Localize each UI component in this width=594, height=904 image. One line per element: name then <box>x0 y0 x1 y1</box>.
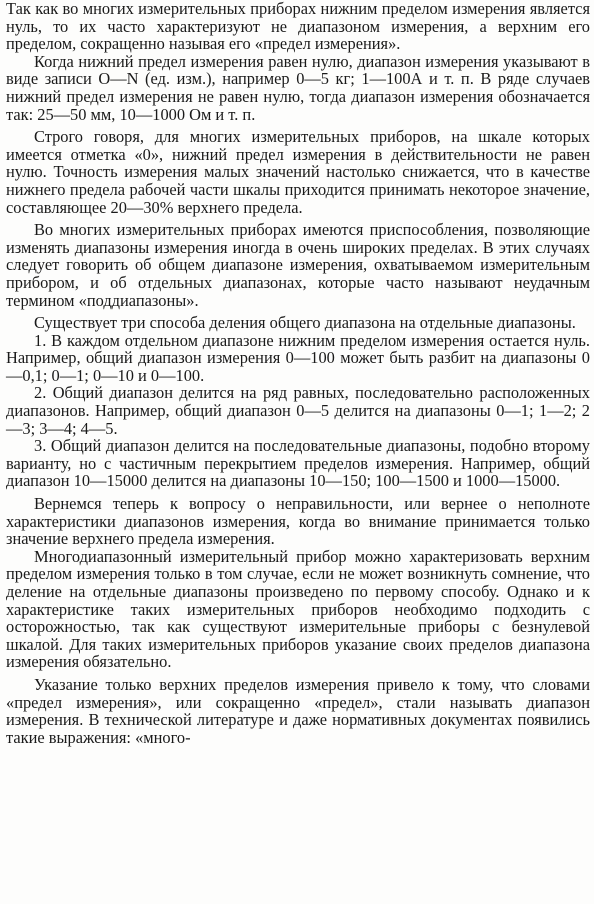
method-item: 1. В каждом отдельном диапазоне нижним пределом измерения остается нуль. Например, общий диапазон измерения 0—100 может быть разбит на диапазоны 0—0,1; 0—1; 0—10 и 0—100. <box>6 330 590 385</box>
paragraph: Многодиапазонный измерительный прибор можно характеризовать верхним пределом измерения только в том случае, если не может возникнуть сомнение, что деление на отдельные диапазоны произведено по первому способу. Однако и к характеристике таких измерительных приборов необходимо подходить с осторожностью, так как существуют измерительные приборы с безнулевой шкалой. Для таких измерительных приборов указание своих пределов диапазона измерения обязательно. <box>6 546 590 672</box>
method-item: 3. Общий диапазон делится на последовательные диапазоны, подобно второму варианту, но с частичным перекрытием пределов измерения. Например, общий диапазон 10—15000 делится на диапазоны 10—150; 100—1500 и 1000—15000. <box>6 436 590 491</box>
paragraph: Строго говоря, для многих измерительных приборов, на шкале которых имеется отметка «0», нижний предел измерения в действительности не равен нулю. Точность измерения малых значений настолько снижается, что в качестве нижнего предела рабочей части шкалы приходится принимать некоторое значение, составляющее 20—30% верхнего предела. <box>6 127 590 217</box>
paragraph: Существует три способа деления общего диапазона на отдельные диапазоны. <box>34 313 576 333</box>
paragraph: Во многих измерительных приборах имеются приспособления, позволяющие изменять диапазоны измерения иногда в очень широких пределах. В этих случаях следует говорить об общем диапазоне измерения, охватываемом измерительным прибором, и об отдельных диапазонах, которые часто называют неудачным термином «поддиапазоны». <box>6 220 590 310</box>
paragraph: Так как во многих измерительных приборах нижним пределом измерения является нуль, то их часто характеризуют не диапазоном измерения, а верхним его пределом, сокращенно называя его «предел измерения». <box>6 0 590 54</box>
paragraph: Вернемся теперь к вопросу о неправильности, или вернее о неполноте характеристики диапазонов измерения, когда во внимание принимается только значение верхнего предела измерения. <box>6 494 590 549</box>
method-item: 2. Общий диапазон делится на ряд равных, последовательно расположенных диапазонов. Например, общий диапазон 0—5 делится на диапазоны 0—1; 1—2; 2—3; 3—4; 4—5. <box>6 383 590 438</box>
paragraph: Когда нижний предел измерения равен нулю, диапазон измерения указывают в виде записи O—N (ед. изм.), например 0—5 кг; 1—100А и т. п. В ряде случаев нижний предел измерения не равен нулю, тогда диапазон измерения обозначается так: 25—50 мм, 10—1000 Ом и т. п. <box>6 51 590 124</box>
paragraph: Указание только верхних пределов измерения привело к тому, что словами «предел измерения», или сокращенно «предел», стали называть диапазон измерения. В технической литературе и даже нормативных документах появились такие выражения: «много- <box>6 674 590 747</box>
